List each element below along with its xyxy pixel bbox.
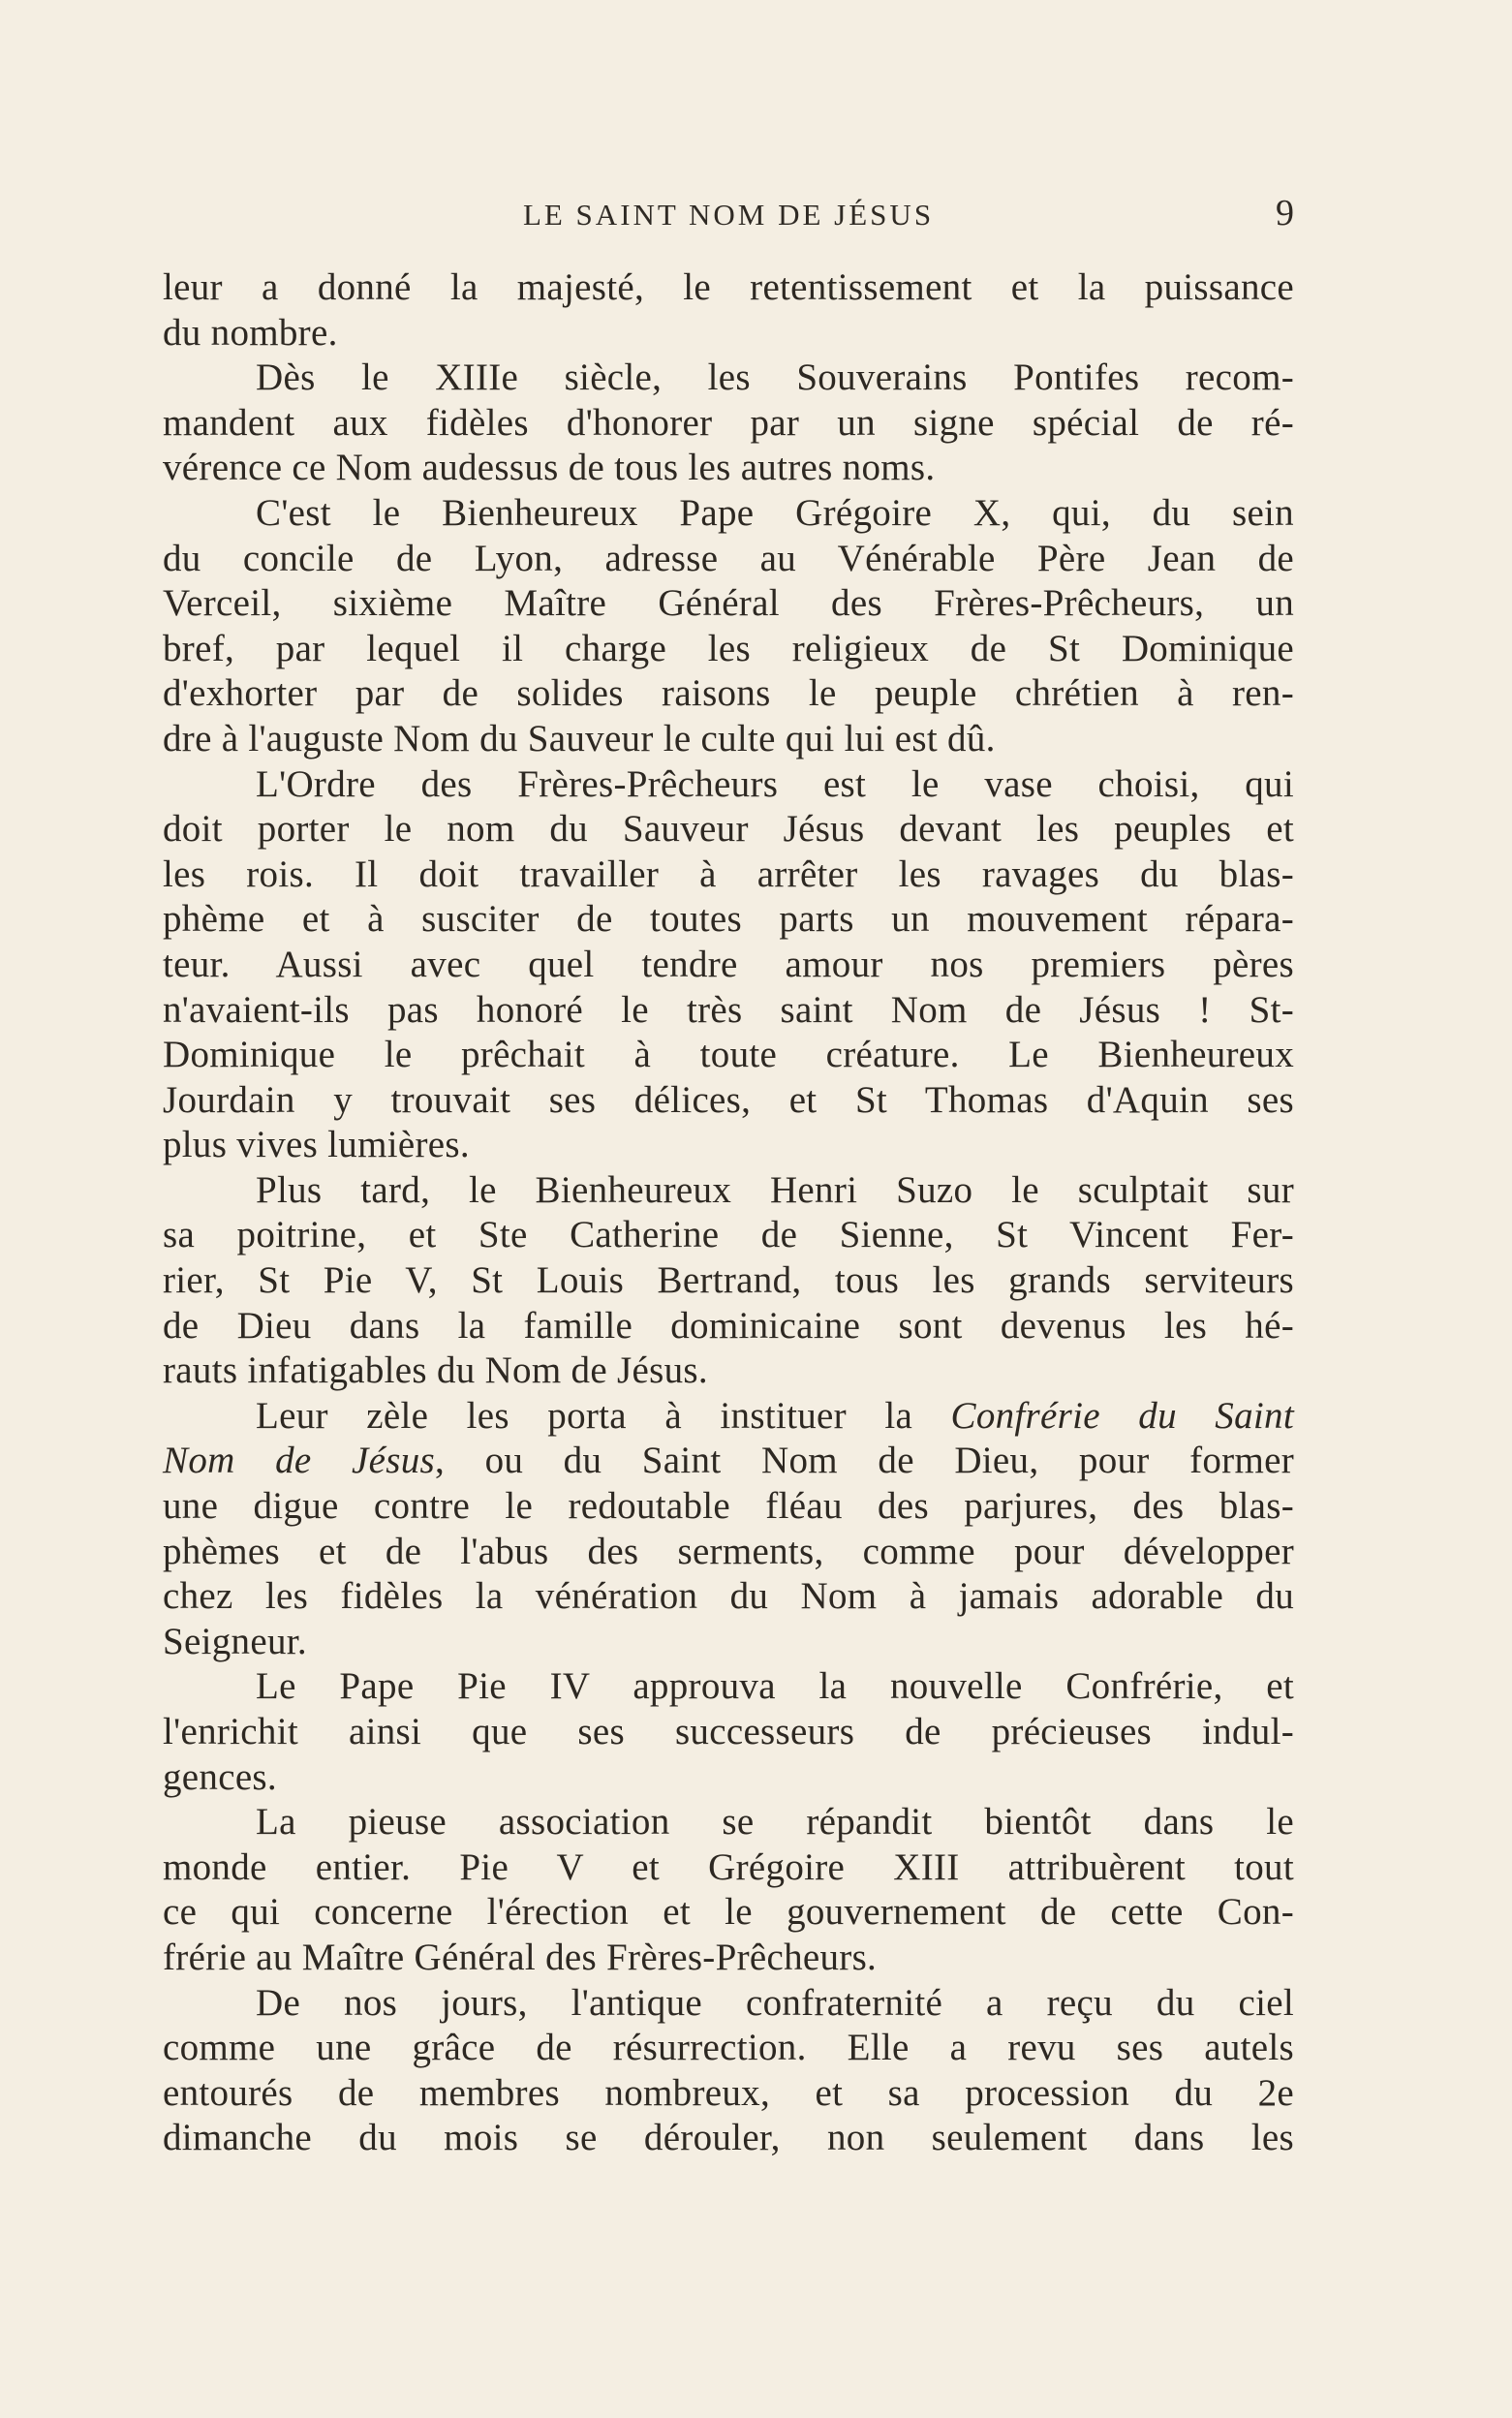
text-line: Dominique le prêchait à toute créature. Le Bienheureux bbox=[163, 1034, 1294, 1076]
text-line: Dès le XIIIe siècle, les Souverains Pontifes recom- bbox=[256, 356, 1294, 399]
running-head: LE SAINT NOM DE JÉSUS bbox=[522, 198, 935, 232]
text-line: dimanche du mois se dérouler, non seulement dans les bbox=[163, 2117, 1294, 2159]
text-line: rauts infatigables du Nom de Jésus. bbox=[163, 1349, 708, 1392]
italic-phrase: Nom de Jésus bbox=[163, 1440, 435, 1482]
text-line: Jourdain y trouvait ses délices, et St Thomas d'Aquin ses bbox=[163, 1078, 1294, 1121]
text-line: Seigneur. bbox=[163, 1620, 307, 1662]
text-line bbox=[163, 1439, 1294, 1484]
text-line: du nombre. bbox=[163, 311, 338, 354]
text-line: Verceil, sixième Maître Général des Frères-Prêcheurs, un bbox=[163, 582, 1294, 625]
text-line: les rois. Il doit travailler à arrêter les ravages du blas- bbox=[163, 852, 1294, 895]
text-line: n'avaient-ils pas honoré le très saint Nom de Jésus ! St- bbox=[163, 988, 1294, 1031]
text-line bbox=[163, 1394, 1294, 1440]
page-number: 9 bbox=[1276, 193, 1294, 233]
italic-phrase: Confrérie du Saint bbox=[950, 1394, 1294, 1437]
text-line: du concile de Lyon, adresse au Vénérable Père Jean de bbox=[163, 537, 1294, 579]
text-line: sa poitrine, et Ste Catherine de Sienne, St Vincent Fer- bbox=[163, 1214, 1294, 1256]
text-line: plus vives lumières. bbox=[163, 1124, 470, 1166]
page-header bbox=[163, 192, 1294, 250]
text-line: L'Ordre des Frères-Prêcheurs est le vase choisi, qui bbox=[256, 762, 1294, 805]
text-line: entourés de membres nombreux, et sa procession du 2e bbox=[163, 2071, 1294, 2114]
text-line: La pieuse association se répandit bientôt dans le bbox=[256, 1801, 1294, 1844]
text-line: Plus tard, le Bienheureux Henri Suzo le sculptait sur bbox=[256, 1168, 1294, 1211]
text-line: bref, par lequel il charge les religieux de St Dominique bbox=[163, 627, 1294, 669]
text-line: doit porter le nom du Sauveur Jésus devant les peuples et bbox=[163, 808, 1294, 851]
text-line: Le Pape Pie IV approuva la nouvelle Confrérie, et bbox=[256, 1665, 1294, 1708]
text-line: mandent aux fidèles d'honorer par un signe spécial de ré- bbox=[163, 401, 1294, 444]
text-line: ce qui concerne l'érection et le gouvernement de cette Con- bbox=[163, 1891, 1294, 1934]
text-line: phème et à susciter de toutes parts un mouvement répara- bbox=[163, 898, 1294, 941]
text-line: de Dieu dans la famille dominicaine sont devenus les hé- bbox=[163, 1304, 1294, 1347]
text-line: C'est le Bienheureux Pape Grégoire X, qui, du sein bbox=[256, 491, 1294, 534]
text-line: leur a donné la majesté, le retentissement et la puissance bbox=[163, 266, 1294, 308]
text-line: vérence ce Nom audessus de tous les autres noms. bbox=[163, 447, 936, 489]
text-line: gences. bbox=[163, 1755, 277, 1798]
text-line: l'enrichit ainsi que ses successeurs de précieuses indul- bbox=[163, 1711, 1294, 1752]
body-text bbox=[163, 265, 1294, 2161]
text-line: De nos jours, l'antique confraternité a reçu du ciel bbox=[256, 1981, 1294, 2024]
text-segment: Leur zèle les porta à instituer la bbox=[256, 1394, 951, 1437]
text-line: frérie au Maître Général des Frères-Prêcheurs. bbox=[163, 1936, 878, 1978]
text-line: phèmes et de l'abus des serments, comme pour développer bbox=[163, 1530, 1294, 1572]
text-line: monde entier. Pie V et Grégoire XIII attribuèrent tout bbox=[163, 1845, 1294, 1888]
text-line: comme une grâce de résurrection. Elle a revu ses autels bbox=[163, 2027, 1294, 2069]
text-line: d'exhorter par de solides raisons le peuple chrétien à ren- bbox=[163, 672, 1294, 715]
text-line: chez les fidèles la vénération du Nom à jamais adorable du bbox=[163, 1575, 1294, 1618]
text-line: dre à l'auguste Nom du Sauveur le culte qui lui est dû. bbox=[163, 717, 996, 760]
text-segment: , ou du Saint Nom de Dieu, pour former bbox=[435, 1440, 1294, 1482]
text-line: rier, St Pie V, St Louis Bertrand, tous les grands serviteurs bbox=[163, 1259, 1294, 1302]
text-line: teur. Aussi avec quel tendre amour nos premiers pères bbox=[163, 943, 1294, 985]
text-line: une digue contre le redoutable fléau des parjures, des blas- bbox=[163, 1485, 1294, 1528]
